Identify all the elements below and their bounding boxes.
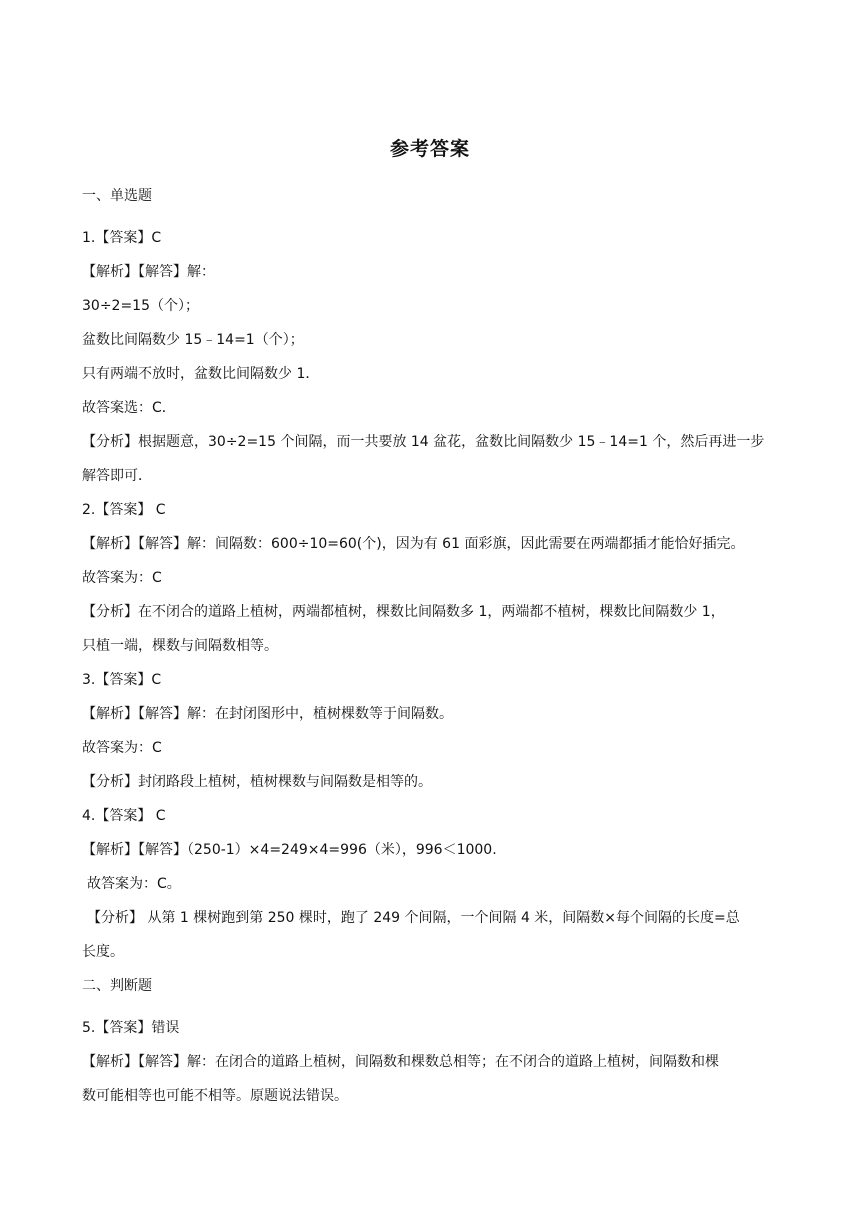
answer-5-solution: 【解析】【解答】解：在闭合的道路上植树，间隔数和棵数总相等；在不闭合的道路上植树，间隔数和棵 [82,1054,719,1070]
answer-4-analysis: 【分析】 从第 1 棵树跑到第 250 棵时，跑了 249 个间隔，一个间隔 4 米，间隔数×每个间隔的长度=总 [87,910,740,926]
answer-1-analysis-cont: 解答即可． [82,468,152,484]
answer-1-heading: 1.【答案】C [82,230,162,246]
answer-1-conclusion: 故答案选：C． [82,400,176,416]
answer-2-heading: 2.【答案】 C [82,502,166,518]
answer-4-solution: 【解析】【解答】（250-1）×4=249×4=996（米），996＜1000. [82,842,497,858]
answer-3-heading: 3.【答案】C [82,672,162,688]
answer-1-step-1: 30÷2=15（个）； [82,298,199,314]
answer-1-analysis-label: 【解析】【解答】解： [82,264,215,280]
answer-4-conclusion: 故答案为：C。 [87,876,181,892]
answer-3-conclusion: 故答案为：C [82,740,162,756]
answer-1-step-2: 盆数比间隔数少 15﹣14=1（个）； [82,332,304,348]
answer-2-analysis: 【分析】在不闭合的道路上植树，两端都植树，棵数比间隔数多 1，两端都不植树，棵数比间隔数少 1， [82,604,725,620]
answer-2-analysis-cont: 只植一端，棵数与间隔数相等。 [82,638,278,654]
answer-3-analysis: 【分析】封闭路段上植树，植树棵数与间隔数是相等的。 [82,774,432,790]
answer-4-heading: 4.【答案】 C [82,808,166,824]
answer-5-heading: 5.【答案】错误 [82,1020,180,1036]
section-heading-single-choice: 一、单选题 [82,188,152,204]
section-heading-true-false: 二、判断题 [82,978,152,994]
answer-2-solution: 【解析】【解答】解：间隔数：600÷10=60(个)，因为有 61 面彩旗，因此需要在两端都插才能恰好插完。 [82,536,745,552]
page-title: 参考答案 [389,138,470,160]
answer-1-analysis: 【分析】根据题意，30÷2=15 个间隔，而一共要放 14 盆花，盆数比间隔数少 15﹣14=1 个，然后再进一步 [82,434,765,450]
answer-4-analysis-cont: 长度。 [82,944,124,960]
answer-3-solution: 【解析】【解答】解：在封闭图形中，植树棵数等于间隔数。 [82,706,453,722]
answer-5-solution-cont: 数可能相等也可能不相等。原题说法错误。 [82,1088,348,1104]
answer-1-step-3: 只有两端不放时，盆数比间隔数少 1． [82,366,320,382]
answer-2-conclusion: 故答案为：C [82,570,162,586]
